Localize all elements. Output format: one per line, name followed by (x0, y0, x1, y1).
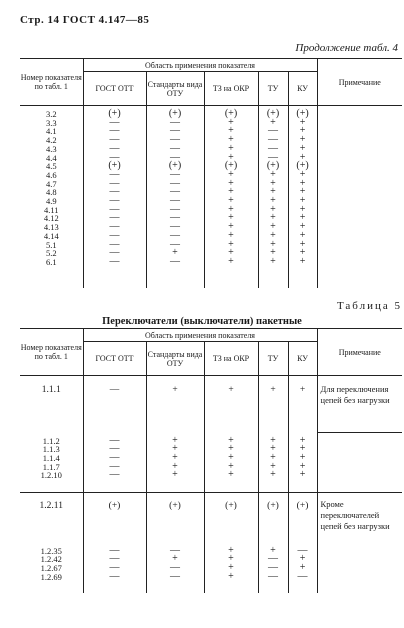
table-cell-value: (+) (108, 501, 121, 511)
table-cell-value: + (172, 553, 178, 565)
table-cell-value: + (270, 385, 276, 395)
table-cell-value: — (109, 385, 120, 395)
indicator-number-list (20, 106, 83, 288)
table-cell-value: 1.2.11 (39, 501, 63, 511)
table-cell-value: — (109, 203, 120, 215)
table-cell-value: (+) (168, 160, 182, 172)
table-row (20, 493, 402, 543)
standards-otu-values (146, 106, 204, 288)
table-cell-value: — (109, 451, 120, 463)
table-cell-value: + (299, 238, 306, 250)
column-tz-okr: ТЗ на ОКР (204, 72, 258, 106)
table-cell-value: — (268, 125, 278, 137)
table-cell-value: 1.2.35 (40, 545, 62, 556)
table-continuation-label: Продолжение табл. 4 (295, 42, 398, 54)
table-cell-value: + (270, 469, 276, 481)
table-cell-value: 3.2 (45, 109, 57, 119)
note-text: Кроме переключателей цепей без нагрузки (317, 493, 402, 543)
table-cell-value: + (172, 385, 178, 395)
note-values (317, 106, 402, 288)
table-cell-value: (+) (108, 160, 121, 172)
table-cell-value: — (109, 434, 120, 446)
column-gost-ott: ГОСТ ОТТ (83, 72, 146, 106)
table-cell-value: (+) (224, 108, 238, 119)
table-cell-value: 1.1.2 (42, 435, 60, 446)
table-cell-value: + (299, 151, 306, 163)
table-cell-value: + (228, 212, 234, 224)
table-cell-value: + (270, 195, 276, 207)
column-standards-otu: Стандарты вида ОТУ (146, 72, 204, 106)
tz-okr-values (204, 106, 258, 288)
table-cell-value: 1.2.69 (40, 571, 62, 582)
table-cell-value: — (109, 544, 120, 556)
standards-otu-value (146, 376, 204, 433)
column-area-of-use: Область применения показателя (83, 329, 317, 342)
table-cell-value: (+) (296, 108, 309, 119)
table-cell-value: + (228, 203, 234, 215)
table-cell-value: (+) (224, 160, 238, 172)
table-cell-value: 6.1 (45, 256, 57, 267)
table-cell-value: + (299, 125, 306, 137)
table-cell-value: + (172, 469, 178, 481)
table-cell-value: + (172, 247, 178, 259)
table-cell-value: — (170, 212, 180, 224)
table-cell-value: 4.14 (43, 230, 59, 241)
table-cell-value: 1.1.4 (42, 452, 60, 463)
page-header: Стр. 14 ГОСТ 4.147—85 (20, 14, 150, 26)
table-cell-value: — (109, 134, 120, 146)
table-cell-value: — (170, 561, 180, 573)
table-cell-value: 1.2.67 (40, 562, 62, 573)
table-cell-value: — (268, 553, 278, 565)
table-cell-value: + (228, 134, 234, 146)
gost-ott-values (83, 106, 146, 288)
ku-value (288, 376, 317, 433)
column-note: Примечание (317, 59, 402, 106)
table-cell-value: (+) (225, 501, 237, 511)
table-cell-value: — (109, 570, 120, 582)
table-cell-value: + (299, 116, 306, 128)
table-cell-value: 1.1.3 (42, 444, 60, 455)
table-cell-value: — (109, 212, 120, 224)
table-cell-value: — (170, 544, 180, 556)
table-cell-value: + (270, 212, 276, 224)
table-cell-value: + (228, 142, 234, 154)
table-cell-value: + (299, 168, 306, 180)
ku-values (288, 543, 317, 593)
table-4 (20, 58, 402, 288)
table-cell-value: + (270, 544, 276, 556)
table-cell-value: — (268, 151, 278, 163)
table-cell-value: 4.7 (45, 178, 57, 189)
table-cell-value: + (228, 460, 234, 472)
gost-ott-value (83, 493, 146, 543)
table-cell-value: 4.3 (45, 143, 57, 154)
table-cell-value: — (109, 186, 120, 198)
table-cell-value: + (299, 460, 306, 472)
standards-otu-values (146, 433, 204, 493)
table-cell-value: + (299, 434, 306, 446)
tu-values (258, 106, 288, 288)
table-cell-value: + (228, 186, 234, 198)
column-number: Номер показателя по табл. 1 (20, 329, 83, 376)
table-cell-value: + (270, 168, 276, 180)
table-cell-value: — (297, 570, 308, 582)
standards-otu-values (146, 543, 204, 593)
table-cell-value: + (228, 195, 234, 207)
table-row (20, 376, 402, 433)
table-cell-value: — (297, 544, 308, 556)
table-cell-value: — (109, 553, 120, 565)
table-cell-value: + (270, 434, 276, 446)
table-row (20, 543, 402, 593)
table-cell-value: — (109, 229, 120, 241)
table-cell-value: + (228, 177, 234, 189)
table-cell-value: + (228, 434, 234, 446)
table-cell-value: + (228, 469, 234, 481)
indicator-number (20, 493, 83, 543)
table-cell-value: + (228, 255, 234, 267)
table-cell-value: 4.4 (45, 152, 57, 163)
table-cell-value: — (170, 203, 180, 215)
tu-value (258, 493, 288, 543)
table-cell-value: + (299, 255, 306, 267)
column-tu: ТУ (258, 342, 288, 376)
column-number: Номер показателя по табл. 1 (20, 59, 83, 106)
table-cell-value: + (299, 553, 306, 565)
table-cell-value: + (228, 168, 234, 180)
table-cell-value: 1.1.7 (42, 461, 60, 472)
table-cell-value: — (170, 142, 180, 154)
ku-value (288, 493, 317, 543)
table-cell-value: + (228, 247, 234, 259)
table-cell-value: + (299, 469, 306, 481)
table-cell-value: + (270, 460, 276, 472)
table-cell-value: + (228, 116, 234, 128)
column-standards-otu: Стандарты вида ОТУ (146, 342, 204, 376)
column-area-of-use: Область применения показателя (83, 59, 317, 72)
table-cell-value: + (172, 434, 178, 446)
table-cell-value: + (299, 142, 306, 154)
tz-okr-value (204, 493, 258, 543)
table-cell-value: — (109, 469, 120, 481)
table-cell-value: + (228, 570, 234, 582)
table-cell-value: — (170, 168, 180, 180)
table-row (20, 433, 402, 493)
table-cell-value: — (109, 443, 120, 455)
column-tu: ТУ (258, 72, 288, 106)
table-cell-value: + (228, 553, 234, 565)
table-cell-value: — (170, 229, 180, 241)
table-5-title: Переключатели (выключатели) пакетные (102, 316, 302, 327)
table-cell-value: + (299, 221, 306, 233)
table-cell-value: 5.1 (45, 239, 57, 250)
table-5-label: Таблица 5 (336, 300, 402, 312)
table-cell-value: 1.2.10 (40, 470, 62, 481)
table-cell-value: 4.5 (45, 161, 57, 172)
table-cell-value: + (299, 385, 306, 395)
table-cell-value: + (228, 125, 234, 137)
table-cell-value: + (270, 186, 276, 198)
table-cell-value: + (270, 229, 276, 241)
table-cell-value: 4.2 (45, 135, 57, 146)
ku-values (288, 433, 317, 493)
table-cell-value: + (172, 460, 178, 472)
note-text: Для переключения цепей без нагрузки (317, 376, 402, 433)
table-cell-value: + (228, 561, 234, 573)
table-cell-value: (+) (267, 501, 279, 511)
table-cell-value: 4.6 (45, 169, 57, 180)
table-cell-value: — (170, 238, 180, 250)
table-cell-value: 4.13 (43, 222, 59, 233)
tz-okr-values (204, 543, 258, 593)
table-cell-value: (+) (266, 160, 280, 172)
table-cell-value: — (109, 460, 120, 472)
table-cell-value: — (170, 221, 180, 233)
table-cell-value: + (228, 443, 234, 455)
table-cell-value: — (268, 561, 278, 573)
ku-values (288, 106, 317, 288)
table-cell-value: + (270, 221, 276, 233)
table-cell-value: + (172, 443, 178, 455)
table-cell-value: 4.11 (43, 204, 59, 215)
table-cell-value: — (109, 142, 120, 154)
tz-okr-value (204, 376, 258, 433)
table-cell-value: — (109, 221, 120, 233)
table-cell-value: + (299, 177, 306, 189)
table-cell-value: + (299, 229, 306, 241)
gost-ott-values (83, 543, 146, 593)
table-cell-value: + (270, 203, 276, 215)
table-cell-value: + (299, 134, 306, 146)
tu-values (258, 433, 288, 493)
table-cell-value: + (270, 116, 276, 128)
table-cell-value: + (299, 443, 306, 455)
table-cell-value: + (299, 451, 306, 463)
table-cell-value: + (270, 238, 276, 250)
table-cell-value: 4.8 (45, 187, 57, 198)
table-cell-value: — (170, 570, 180, 582)
table-cell-value: — (109, 561, 120, 573)
indicator-number-list (20, 543, 83, 593)
table-cell-value: — (109, 168, 120, 180)
table-4-body (20, 106, 402, 288)
table-cell-value: + (299, 195, 306, 207)
table-cell-value: (+) (266, 108, 280, 119)
table-cell-value: 1.1.1 (41, 385, 61, 395)
tz-okr-values (204, 433, 258, 493)
table-cell-value: — (109, 255, 120, 267)
table-cell-value: (+) (169, 501, 181, 511)
note-text (317, 543, 402, 593)
table-cell-value: 4.1 (45, 126, 57, 137)
table-cell-value: + (228, 451, 234, 463)
column-tz-okr: ТЗ на ОКР (204, 342, 258, 376)
table-cell-value: — (268, 142, 278, 154)
table-cell-value: (+) (296, 501, 309, 511)
table-cell-value: (+) (168, 108, 182, 119)
table-cell-value: (+) (108, 108, 121, 119)
table-cell-value: — (170, 151, 180, 163)
table-cell-value: + (270, 255, 276, 267)
column-ku: КУ (288, 72, 317, 106)
table-cell-value: — (109, 247, 120, 259)
table-cell-value: + (270, 177, 276, 189)
table-cell-value: + (299, 247, 306, 259)
gost-ott-value (83, 376, 146, 433)
table-cell-value: — (170, 125, 180, 137)
table-cell-value: 1.2.42 (40, 554, 62, 565)
table-cell-value: + (299, 561, 306, 573)
table-cell-value: + (228, 221, 234, 233)
table-cell-value: — (170, 116, 180, 128)
column-gost-ott: ГОСТ ОТТ (83, 342, 146, 376)
table-cell-value: — (109, 116, 120, 128)
table-cell-value: + (228, 238, 234, 250)
table-cell-value: + (228, 229, 234, 241)
table-cell-value: + (299, 203, 306, 215)
table-cell-value: + (228, 385, 234, 395)
table-cell-value: + (270, 443, 276, 455)
tu-values (258, 543, 288, 593)
table-cell-value: + (270, 247, 276, 259)
table-cell-value: — (109, 125, 120, 137)
table-cell-value: — (109, 195, 120, 207)
table-5 (20, 328, 402, 593)
indicator-number-list (20, 433, 83, 493)
table-cell-value: (+) (296, 160, 309, 172)
table-cell-value: + (299, 186, 306, 198)
table-cell-value: — (170, 186, 180, 198)
standards-otu-value (146, 493, 204, 543)
table-cell-value: + (172, 451, 178, 463)
note-text (317, 433, 402, 493)
table-cell-value: 5.2 (45, 248, 57, 259)
table-cell-value: + (228, 544, 234, 556)
table-cell-value: + (270, 451, 276, 463)
table-cell-value: 4.9 (45, 196, 57, 207)
table-cell-value: 3.3 (45, 117, 57, 128)
column-ku: КУ (288, 342, 317, 376)
table-cell-value: — (268, 570, 278, 582)
indicator-number (20, 376, 83, 433)
table-cell-value: — (170, 134, 180, 146)
tu-value (258, 376, 288, 433)
table-cell-value: — (109, 177, 120, 189)
table-cell-value: — (170, 177, 180, 189)
table-cell-value: — (170, 255, 180, 267)
column-note: Примечание (317, 329, 402, 376)
table-cell-value: 4.12 (43, 213, 59, 224)
gost-ott-values (83, 433, 146, 493)
table-cell-value: + (228, 151, 234, 163)
table-cell-value: + (299, 212, 306, 224)
table-cell-value: — (109, 238, 120, 250)
table-cell-value: — (109, 151, 120, 163)
table-cell-value: — (268, 134, 278, 146)
table-cell-value: — (170, 195, 180, 207)
